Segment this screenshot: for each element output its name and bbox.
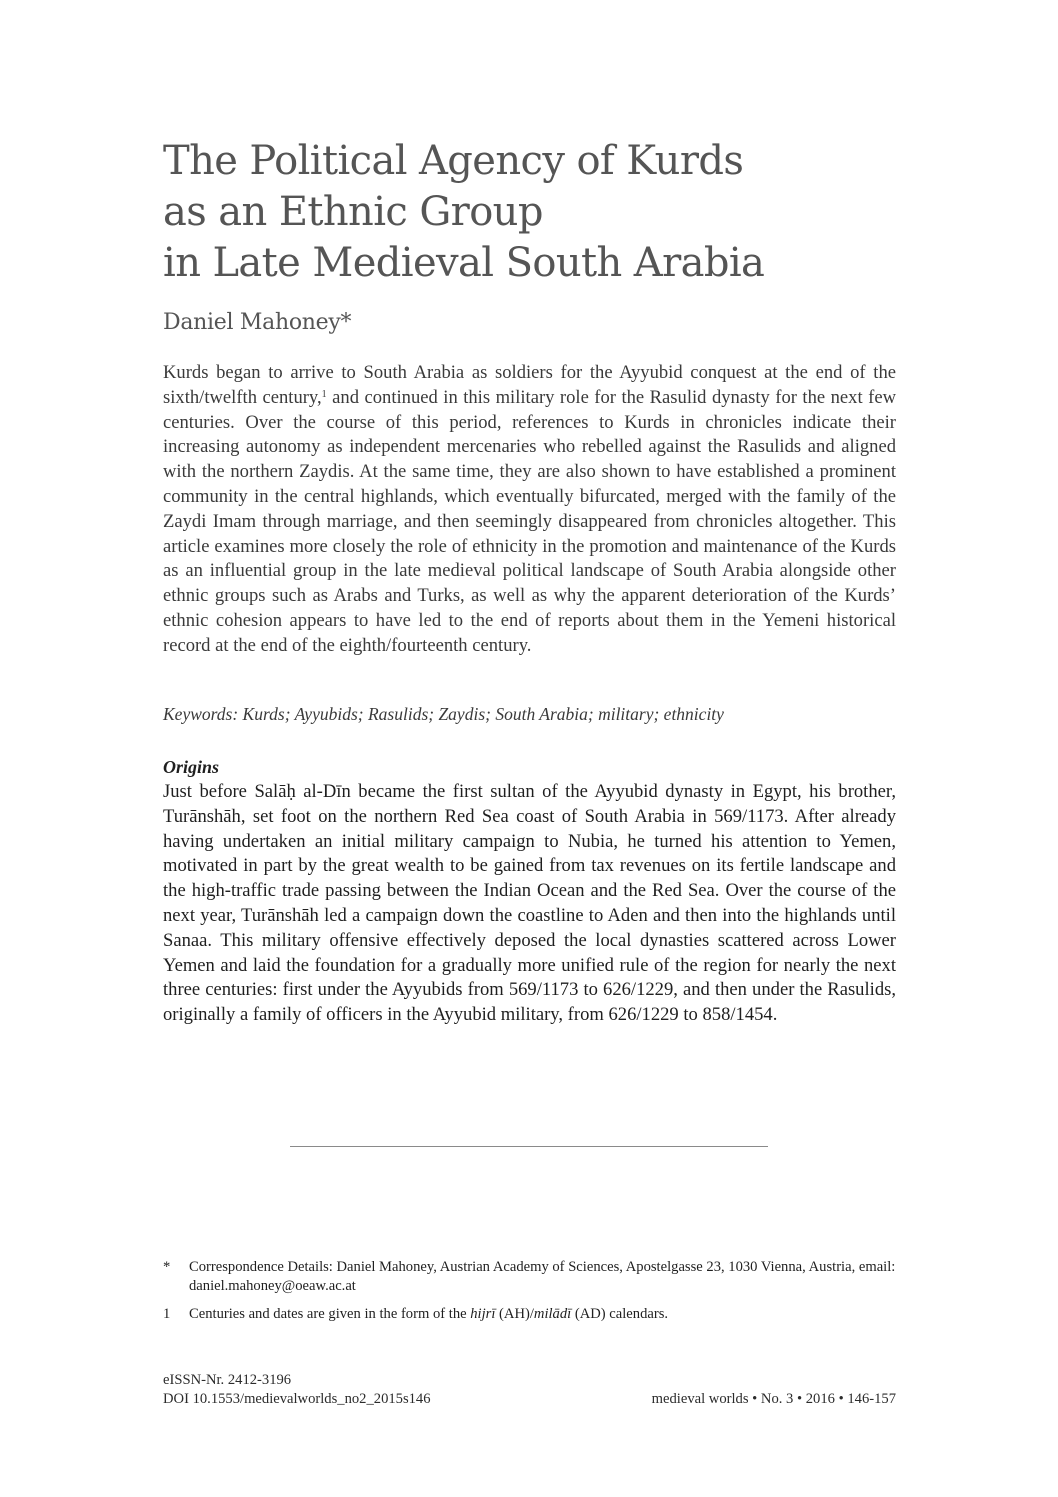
footnote-ref[interactable]: 1 [321, 388, 327, 400]
footnote-term: milādī [533, 1306, 572, 1322]
footnote-item [163, 1258, 903, 1296]
section-body: Just before Salāḥ al-Dīn became the first sultan of the Ayyubid dynasty in Egypt, his brother, Turānshāh, set foot on the northern Red Sea coast of South Arabia in 569/1173. After already having undertaken an initial military campaign to Nubia, he turned his attention to Yemen, motivated in part by the great wealth to be gained from tax revenues on its fertile landscape and the high-traffic trade passing between the Indian Ocean and the Red Sea. Over the course of the next year, Turānshāh led a campaign down the coastline to Aden and then into the highlands until Sanaa. This military offensive effectively deposed the local dynasties scattered across Lower Yemen and laid the foundation for a gradually more unified rule of the region for nearly the next three centuries: first under the Ayyubids from 569/1173 to 626/1229, and then under the Rasulids, originally a family of officers in the Ayyubid military, from 626/1229 to 858/1454. [163, 781, 896, 1026]
footnote-term: hijrī [470, 1306, 496, 1322]
article-title [163, 136, 863, 289]
footer-identifiers [163, 1371, 431, 1409]
abstract [163, 361, 896, 659]
footnote-text: Centuries and dates are given in the form of the [189, 1306, 471, 1322]
keywords: Keywords: Kurds; Ayyubids; Rasulids; Zaydis; South Arabia; military; ethnicity [163, 704, 724, 724]
footnote-text: (AD) calendars. [571, 1306, 669, 1322]
section-heading: Origins [163, 757, 220, 777]
issn: eISSN-Nr. 2412-3196 [163, 1372, 292, 1388]
abstract-text: Kurds began to arrive to South Arabia as soldiers for the Ayyubid conquest at the end of the sixth/twelfth century, [163, 362, 896, 408]
footnotes [163, 1258, 903, 1333]
author-name: Daniel Mahoney* [163, 310, 352, 335]
footnote-separator [290, 1146, 768, 1147]
footnote-text: (AH)/ [495, 1306, 534, 1322]
abstract-text: and continued in this military role for the Rasulid dynasty for the next few centuries. Over the course of this period, references to Kurds in chronicles indicate their increasing autonomy as independent mercenaries who rebelled against the Rasulids and aligned with the northern Zaydis. At the same time, they are also shown to have established a prominent community in the central highlands, which eventually bifurcated, merged with the family of the Zaydi Imam through marriage, and then seemingly disappeared from chronicles altogether. This article examines more closely the role of ethnicity in the promotion and maintenance of the Kurds as an influential group in the late medieval political landscape of South Arabia alongside other ethnic groups such as Arabs and Turks, as well as why the apparent deterioration of the Kurds’ ethnic cohesion appears to have led to the end of reports about them in the Yemeni historical record at the end of the eighth/fourteenth century. [163, 386, 896, 656]
title-line: in Late Medieval South Arabia [163, 240, 765, 286]
doi[interactable]: DOI 10.1553/medievalworlds_no2_2015s146 [163, 1391, 431, 1407]
title-line: as an Ethnic Group [163, 189, 543, 235]
footnote-item [163, 1305, 903, 1324]
footnote-mark: 1 [163, 1306, 171, 1322]
journal-info: medieval worlds • No. 3 • 2016 • 146-157 [651, 1391, 896, 1407]
footnote-text: Correspondence Details: Daniel Mahoney, Austrian Academy of Sciences, Apostelgasse 23, 1030 Vienna, Austria, email: daniel.mahoney@oeaw.ac.at [189, 1259, 896, 1294]
title-line: The Political Agency of Kurds [163, 138, 744, 184]
footnote-mark: * [163, 1259, 171, 1275]
